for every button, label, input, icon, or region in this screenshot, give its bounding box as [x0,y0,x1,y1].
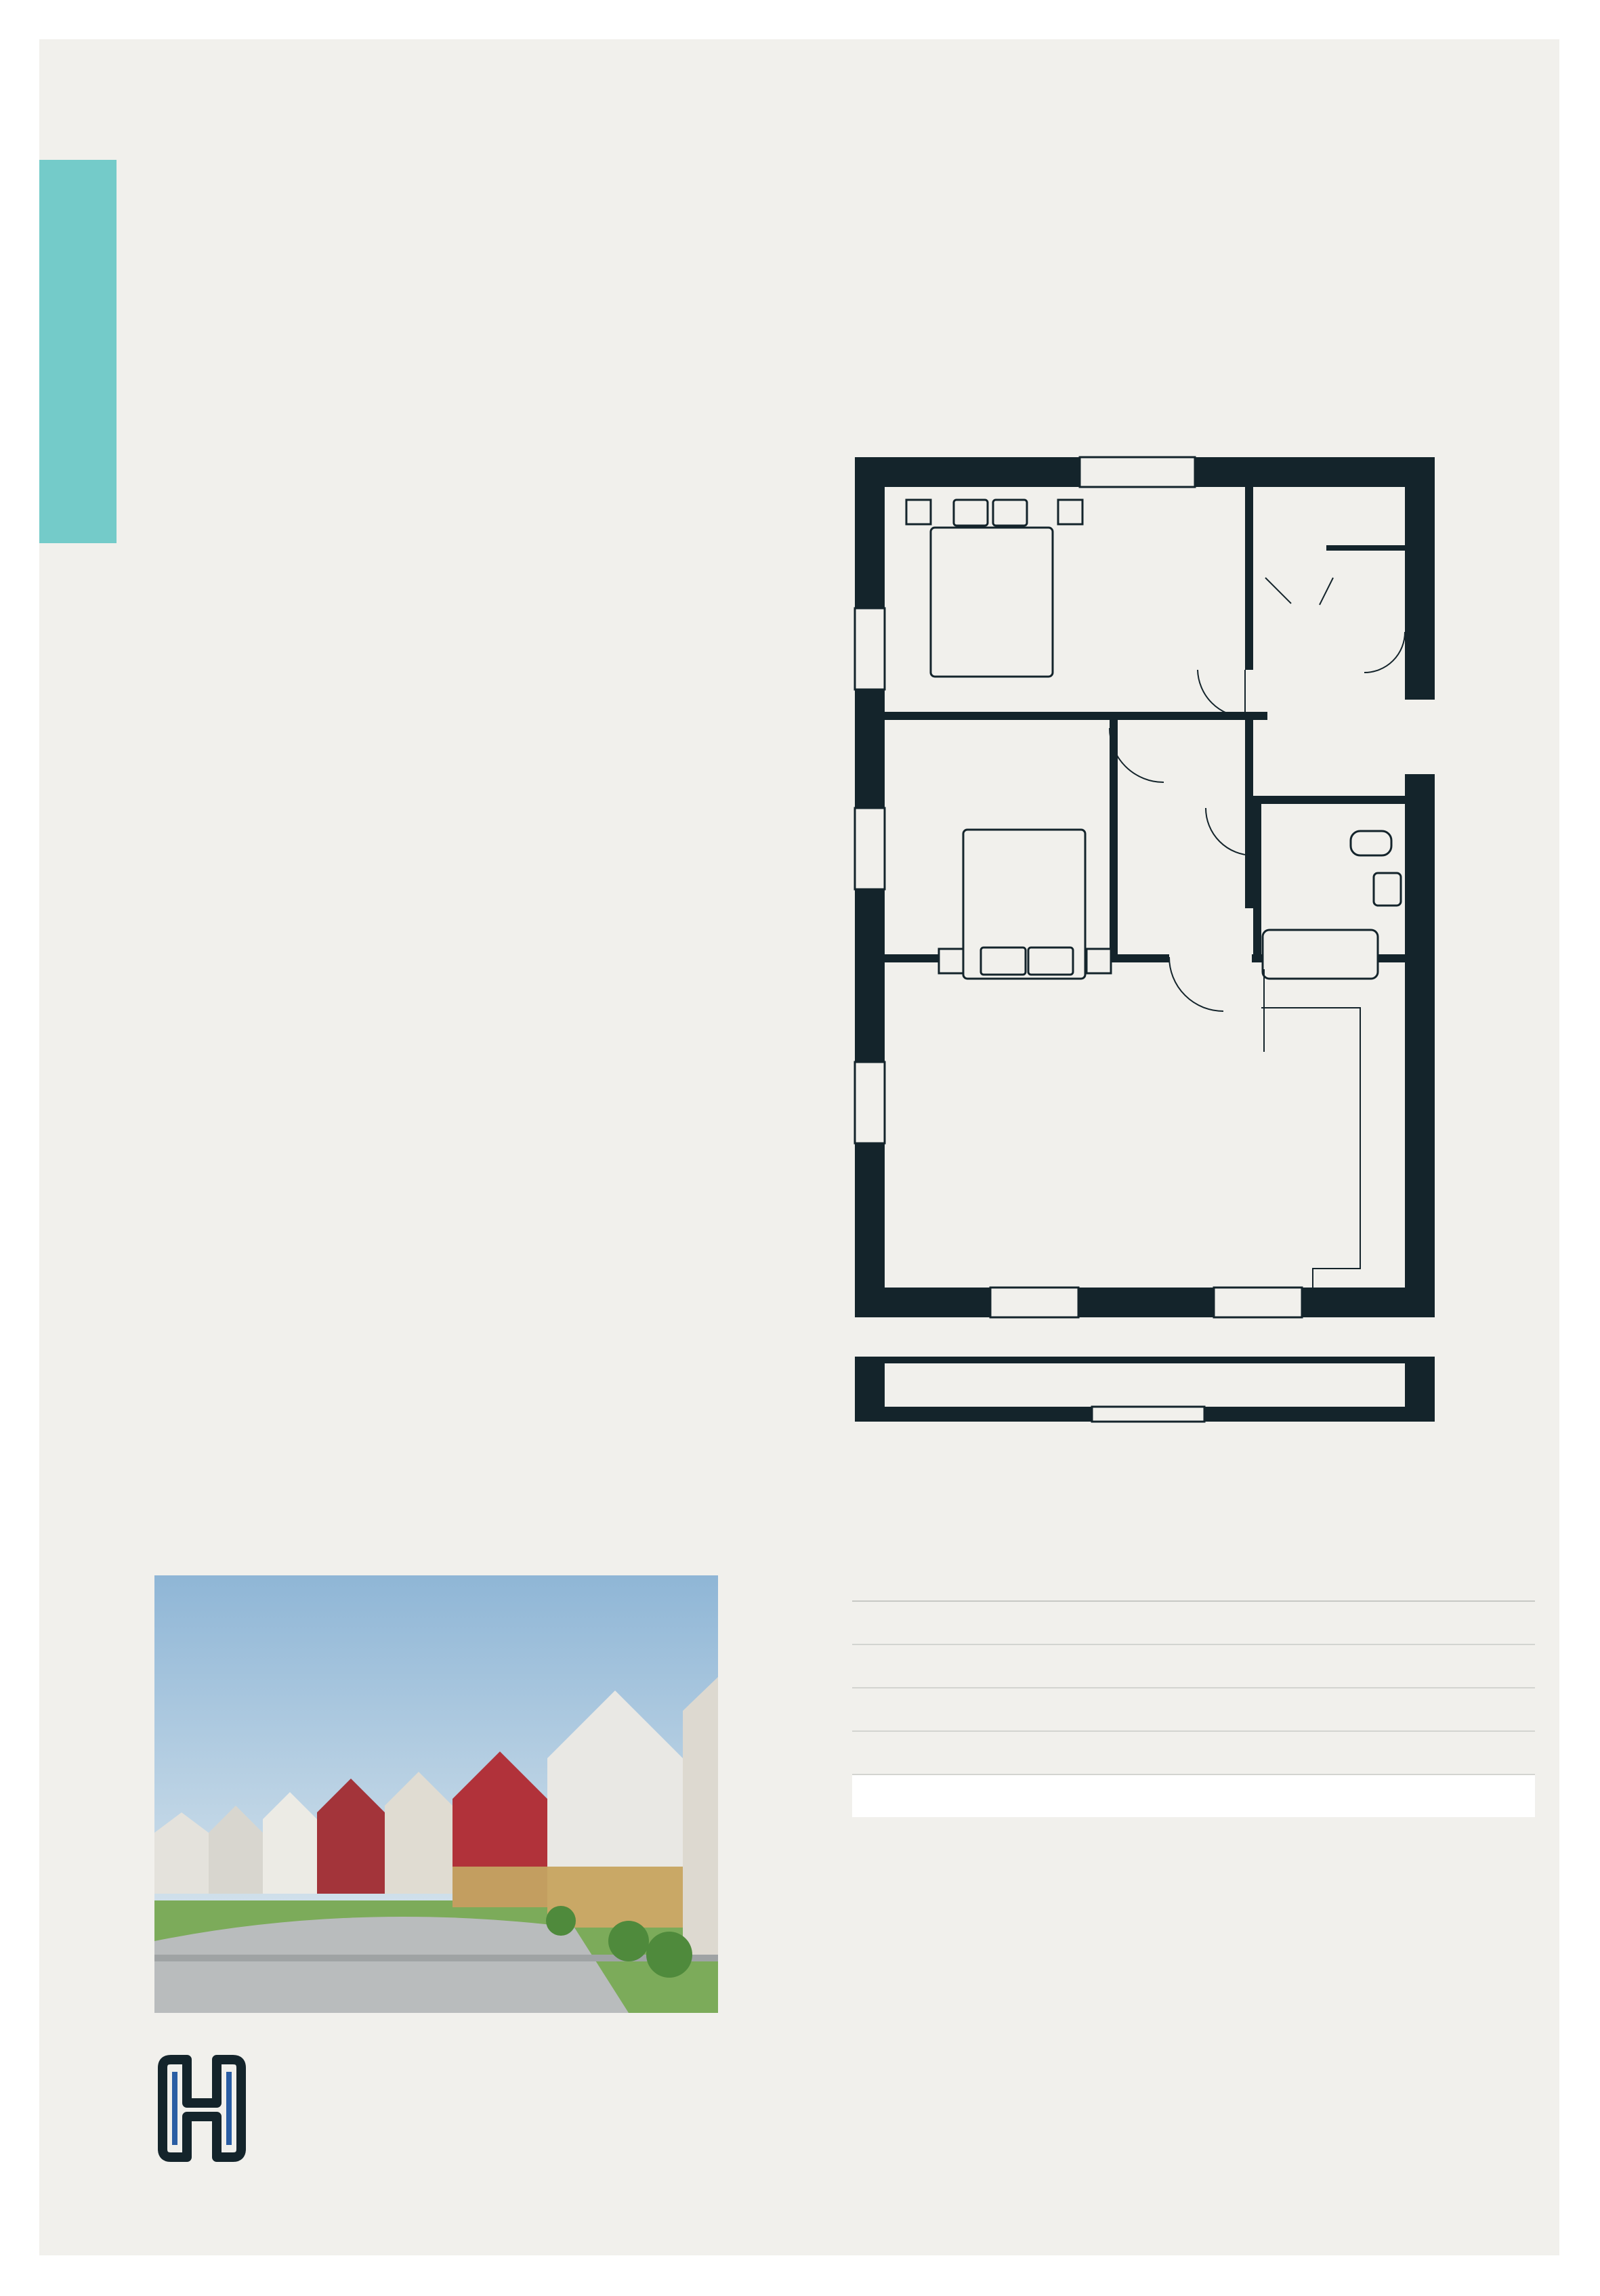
window [855,808,885,889]
pillow [1028,948,1073,975]
table-cell [1337,1601,1535,1644]
balcony-wall [855,1357,1435,1363]
window [1092,1407,1204,1422]
basin [1374,873,1401,906]
wall [1405,457,1435,700]
window [990,1288,1078,1317]
brochure-page [39,39,1559,2255]
key-row-wardrobe [154,485,198,505]
window [1214,1288,1302,1317]
header-cell [1156,1553,1337,1601]
hyde-logo-icon [154,2054,249,2163]
bedside-table [1058,500,1082,524]
door-swing [1364,632,1405,673]
table-cell [852,1774,1156,1817]
table-cell [852,1601,1156,1644]
key-row-storage [154,465,198,485]
table-row [852,1601,1535,1644]
window [855,608,885,689]
table-cell [852,1731,1156,1774]
table-cell [1156,1601,1337,1644]
table-cell [1337,1774,1535,1817]
dimensions-table [852,1553,1535,1817]
double-bed [931,528,1053,677]
bedside-table [1087,949,1111,973]
pillow [981,948,1026,975]
table-cell [1156,1774,1337,1817]
wall [855,1288,1435,1317]
table-cell [1337,1688,1535,1731]
table-row [852,1644,1535,1688]
table-cell [852,1644,1156,1688]
table-row [852,1731,1535,1774]
toilet [1351,831,1391,855]
dimensions-header [852,1553,1535,1601]
floorplan [845,415,1441,1451]
wall [1245,487,1253,670]
wall [1253,796,1405,804]
wall [1110,720,1118,962]
window [1080,457,1195,487]
bedside-table [939,949,963,973]
streetscene-image [154,1575,718,2013]
bedside-table [906,500,931,524]
cupboard-doors [1265,578,1333,605]
pillow [993,500,1027,526]
balcony-wall [855,1357,885,1413]
gross-area-row [852,1774,1535,1817]
table-cell [1156,1731,1337,1774]
table-cell [1156,1688,1337,1731]
pillow [954,500,988,526]
balcony-wall [1405,1357,1435,1413]
table-cell [1156,1644,1337,1688]
wall [1245,720,1253,908]
footer [154,2210,184,2253]
wall [1326,545,1405,551]
table-cell [852,1688,1156,1731]
table-cell [1337,1731,1535,1774]
header-cell [852,1553,1156,1601]
header-cell [1337,1553,1535,1601]
wall [885,712,1267,720]
door-swing [1169,957,1223,1011]
table-cell [1337,1644,1535,1688]
entrance-door [1405,700,1435,774]
wall [1405,774,1435,1317]
door-swing [1198,670,1245,717]
table-row [852,1688,1535,1731]
window [855,1062,885,1143]
side-tab [39,160,117,543]
bath [1263,930,1378,979]
wall [1253,796,1261,958]
kitchen-units [1261,969,1360,1288]
